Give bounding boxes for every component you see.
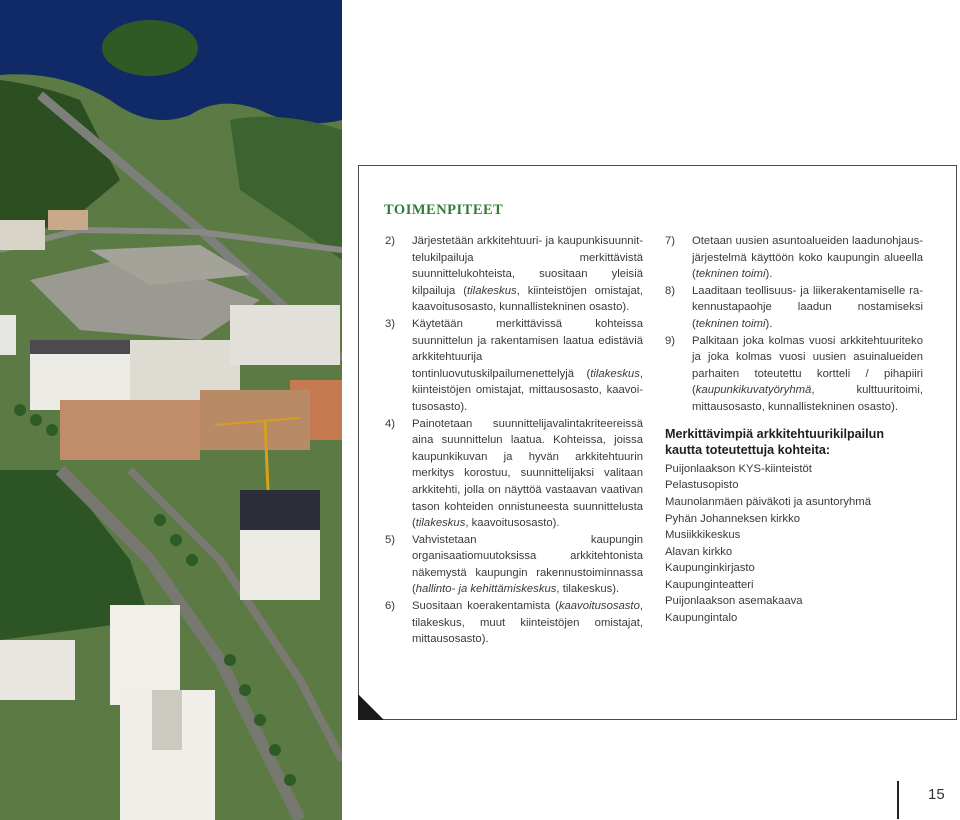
aerial-photo xyxy=(0,0,342,820)
projects-list xyxy=(665,461,923,627)
item-number: 9) xyxy=(665,334,676,347)
project-item: Puijonlaakson asemakaava xyxy=(665,595,803,608)
page-number-rule xyxy=(897,781,899,819)
item-text: Painotetaan suunnittelijavalintakriteereissä aina suunnittelun laatua. Kohteissa, joissa kaupunkikuvan ja hyvän arkkitehtuurin merkitys korostuu, suunnittelijaksi valitaan arkkitehti, jolla on näyttöä vastaavan vaativan tason kohteiden onnistuneesta suunnittelusta (tilakeskus, kaavoitusosasto). xyxy=(412,417,643,530)
page-number: 15 xyxy=(928,786,945,803)
item-number: 3) xyxy=(385,317,396,330)
measure-item xyxy=(385,532,643,598)
project-item: Puijonlaakson KYS-kiinteistöt xyxy=(665,462,812,475)
right-column xyxy=(665,233,923,627)
project-item: Musiikkikeskus xyxy=(665,529,741,542)
project-item: Pelastusopisto xyxy=(665,479,739,492)
section-heading: TOIMENPITEET xyxy=(384,202,504,218)
project-item: Maunolanmäen päiväkoti ja asuntoryhmä xyxy=(665,495,871,508)
projects-heading: Merkittävimpiä arkkitehtuurikilpailun kautta toteutettuja kohteita: xyxy=(665,426,885,458)
measure-item xyxy=(385,416,643,532)
item-text: Suositaan koerakentamista (kaavoitusosasto, tilakeskus, muut kiinteistöjen omistajat, mittausosasto). xyxy=(412,600,643,646)
item-number: 4) xyxy=(385,417,396,430)
measure-item xyxy=(665,233,923,283)
item-number: 7) xyxy=(665,235,676,247)
corner-triangle xyxy=(358,694,384,720)
item-text: Otetaan uusien asuntoalueiden laadunohjausjärjestelmä käyttöön koko kaupungin alueella (tekninen toimi). xyxy=(692,235,923,281)
project-item: Kaupunginkirjasto xyxy=(665,562,755,575)
right-items xyxy=(665,233,923,416)
measure-item xyxy=(385,233,643,316)
item-text: Palkitaan joka kolmas vuosi arkkitehtuuriteko ja joka kolmas vuosi uusien asuinalueiden parhaiten toteutettu kortteli / pihapiiri (kaupunkikuvatyöryhmä, kulttuuritoimi, mittausosasto, kunnallistekninen osasto). xyxy=(692,334,923,413)
item-number: 2) xyxy=(385,235,396,247)
item-number: 6) xyxy=(385,600,396,613)
left-column xyxy=(385,233,643,648)
item-text: Laaditaan teollisuus- ja liikerakentamiselle rakennustapaohje laadun nostamiseksi (tekninen toimi). xyxy=(692,284,923,330)
content-box xyxy=(358,165,957,720)
item-number: 5) xyxy=(385,533,396,546)
item-number: 8) xyxy=(665,284,676,297)
item-text: Käytetään merkittävissä kohteissa suunnittelun ja rakentamisen laatua edistäviä arkkitehtuurija tontinluovutuskilpailumenettelyjä (tilakeskus, kiinteistöjen omistajat, mittausosasto, kaavoitusosasto). xyxy=(412,317,643,413)
measure-item xyxy=(665,333,923,416)
project-item: Pyhän Johanneksen kirkko xyxy=(665,512,801,525)
project-item: Kaupunginteatteri xyxy=(665,578,754,591)
project-item: Kaupungintalo xyxy=(665,612,738,625)
measure-item xyxy=(665,283,923,333)
project-item: Alavan kirkko xyxy=(665,545,733,558)
measure-item xyxy=(385,598,643,648)
item-text: Järjestetään arkkitehtuuri- ja kaupunkisuunnittelukilpailuja merkittävistä suunnittelukohteista, suositaan yleisiä kilpailuja (tilakeskus, kiinteistöjen omistajat, kaavoitusosasto, kunnallistekninen osasto). xyxy=(412,235,643,314)
measure-item xyxy=(385,316,643,416)
item-text: Vahvistetaan kaupungin organisaatiomuutoksissa arkkitehtonista näkemystä kaupungin rakennustoiminnassa (hallinto- ja kehittämiskeskus, tilakeskus). xyxy=(412,533,643,596)
